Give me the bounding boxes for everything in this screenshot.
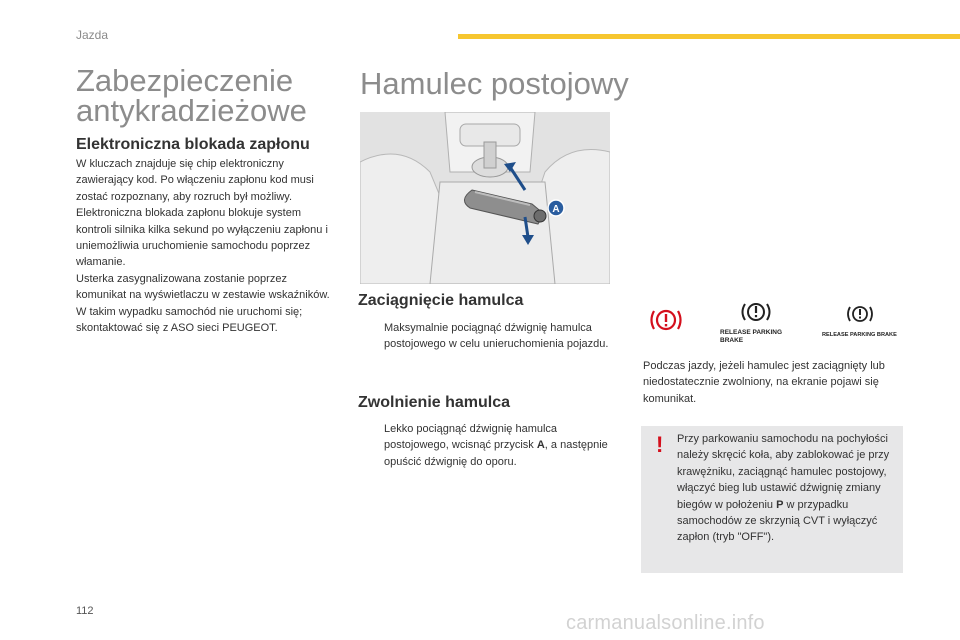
immobiliser-subtitle: Elektroniczna blokada zapłonu: [76, 136, 310, 153]
bullet-marker: [362, 320, 384, 353]
page-number: 112: [76, 605, 94, 617]
paragraph: W kluczach znajduje się chip elektroniczny zawierający kod. Po włączeniu zapłonu kod musi zostać rozpoznany, aby rozruch był możliwy.: [76, 158, 314, 203]
header-accent-bar: [458, 34, 960, 39]
section-header: Jazda: [76, 28, 109, 42]
caution-note-text: [677, 431, 897, 546]
anti-theft-title: [76, 63, 307, 128]
note-text-part: Przy parkowaniu samochodu na pochyłości należy skręcić koła, aby zablokować je przy krawężniku, zaciągnąć hamulec postojowy, włączyć bieg lub ustawić dźwignię zmiany biegów w położeniu: [677, 433, 890, 511]
caution-exclamation-icon: !: [656, 432, 664, 457]
release-label-line2: BRAKE: [720, 337, 744, 344]
title-line-2: antykradzieżowe: [76, 93, 307, 128]
parking-brake-title: Hamulec postojowy: [360, 66, 629, 101]
release-parking-brake-small-icon: [820, 300, 906, 344]
release-brake-bullet: [362, 421, 622, 470]
warning-message-text: Podczas jazdy, jeżeli hamulec jest zaciągnięty lub niedostatecznie zwolniony, na ekranie pojawi się komunikat.: [643, 360, 885, 405]
brake-warning-icon: [646, 302, 686, 338]
note-text-part: w przypadku samochodów ze skrzynią CVT i wyłączyć zapłon (tryb "OFF").: [677, 498, 878, 544]
paragraph: Elektroniczna blokada zapłonu blokuje system kontroli silnika kilka sekund po wyłączeniu zapłonu i uniemożliwia uruchomienie samochodu poprzez włamanie.: [76, 207, 328, 269]
bullet-text-part: , a następnie opuścić dźwignię do oporu.: [384, 439, 608, 468]
watermark: carmanualsonline.info: [566, 612, 765, 634]
button-a-ref: A: [536, 439, 545, 452]
bullet-text-part: Lekko pociągnąć dźwignię hamulca postojowego, wcisnąć przycisk: [384, 423, 558, 452]
paragraph: Usterka zasygnalizowana zostanie poprzez komunikat na wyświetlaczu w zestawie wskaźników.: [76, 272, 330, 302]
bullet-marker: [362, 421, 384, 470]
release-label-compact: RELEASE PARKING BRAKE: [822, 332, 897, 338]
apply-brake-heading: Zaciągnięcie hamulca: [358, 292, 524, 309]
button-a-label: A: [552, 204, 560, 215]
release-brake-heading: Zwolnienie hamulca: [358, 394, 511, 411]
release-label-line1: RELEASE PARKING: [720, 329, 782, 336]
paragraph: W takim wypadku samochód nie uruchomi się; skontaktować się z ASO sieci PEUGEOT.: [76, 305, 303, 335]
gear-p-ref: P: [776, 498, 784, 511]
immobiliser-body: [76, 156, 338, 336]
release-parking-brake-icon: [718, 298, 798, 348]
bullet-text: Maksymalnie pociągnąć dźwignię hamulca postojowego w celu unieruchomienia pojazdu.: [384, 322, 609, 351]
apply-brake-bullet: [362, 320, 622, 353]
parking-brake-illustration: [360, 112, 610, 284]
title-line-1: Zabezpieczenie: [76, 63, 294, 98]
bullet-text: [384, 421, 622, 470]
